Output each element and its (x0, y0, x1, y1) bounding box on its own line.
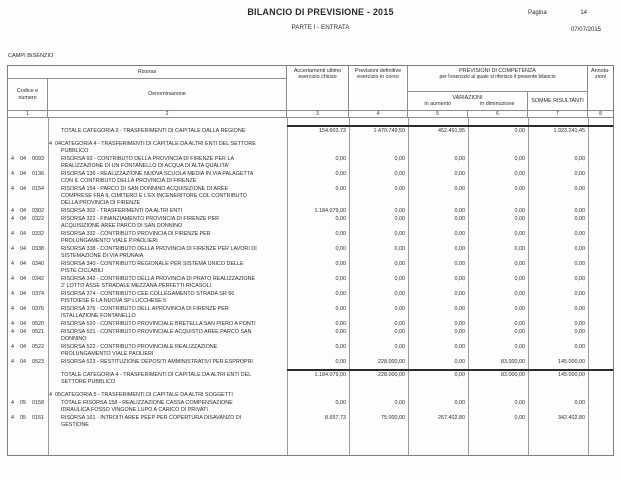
row-value (287, 141, 349, 155)
row-annotation (588, 246, 613, 260)
table-row (8, 171, 613, 185)
column-number: 3 (287, 111, 349, 117)
row-code (8, 216, 48, 230)
row-annotation (588, 306, 613, 320)
row-value: 0,00 (394, 156, 405, 162)
row-value: 0,00 (394, 344, 405, 350)
row-value: 0,00 (335, 186, 346, 192)
row-value: 0,00 (335, 276, 346, 282)
row-annotation (588, 216, 613, 230)
row-code-part: 4 (11, 329, 14, 335)
row-code (8, 306, 48, 320)
row-value (408, 392, 468, 399)
row-denomination-text: RISORSA 376 - CONTRIBUTO DELL APROVINCIA DI FIRENZE PER ISTALLAZIONE FONTANELLO (61, 306, 229, 319)
page-number-label: Pagina (528, 10, 547, 16)
row-value: 0,00 (574, 400, 585, 406)
row-value: 0,00 (335, 359, 346, 365)
row-value: 0,00 (394, 321, 405, 327)
row-annotation (588, 392, 613, 399)
row-value: 0,00 (454, 246, 465, 252)
row-value: 0,00 (394, 329, 405, 335)
row-code-part: 4 (11, 344, 14, 350)
row-code (8, 400, 48, 414)
row-code-part: 0523 (32, 359, 44, 365)
row-code-part: 04 (20, 171, 26, 177)
row-value: 0,00 (335, 400, 346, 406)
row-annotation (588, 128, 613, 135)
row-value: 145.000,00 (558, 359, 585, 365)
row-code-part: 4 (11, 216, 14, 222)
row-value: 0,00 (454, 344, 465, 350)
row-code-part: 0154 (32, 186, 44, 192)
table-row (8, 415, 613, 429)
row-code (8, 128, 48, 135)
row-code-part: 4 (11, 261, 14, 267)
row-code (8, 372, 48, 386)
table-body (8, 118, 613, 455)
row-value: 0,00 (514, 128, 525, 134)
row-code (8, 291, 48, 305)
row-annotation (588, 186, 613, 207)
row-code-part: 0338 (32, 246, 44, 252)
variazioni-in-diminuzione: in diminuzione (480, 101, 515, 107)
row-code-part: 0161 (32, 415, 44, 421)
row-code-part: 4 (11, 171, 14, 177)
row-code (8, 171, 48, 185)
row-value (528, 141, 588, 155)
row-value: 342.402,80 (558, 415, 585, 421)
row-value: 0,00 (454, 291, 465, 297)
row-annotation (588, 329, 613, 343)
row-code-part: 4 (11, 400, 14, 406)
row-value: 0,00 (574, 329, 585, 335)
column-header-somme: SOMME RISULTANTI (528, 92, 588, 110)
row-value: 0,00 (335, 231, 346, 237)
row-denomination-text: CATEGORIA 5 - TRASFERIMENTI DI CAPITALE DA ALTRI SOGGETTI (61, 392, 233, 398)
row-value: 0,00 (514, 231, 525, 237)
row-value: 0,00 (394, 306, 405, 312)
row-denomination (48, 306, 287, 320)
row-value: 0,00 (454, 186, 465, 192)
row-code (8, 208, 48, 215)
row-value: 0,00 (394, 208, 405, 214)
row-value: 0,00 (574, 216, 585, 222)
variazioni-title: VARIAZIONI (452, 94, 483, 101)
row-value: 0,00 (394, 216, 405, 222)
entity-name: CAMPI BISENZIO (8, 53, 54, 59)
row-value: 0,00 (394, 276, 405, 282)
column-header-codice: Codice e numero (8, 79, 48, 110)
table-row (8, 231, 613, 245)
row-denomination (48, 392, 287, 399)
table-row (8, 216, 613, 230)
row-value: 1.184.079,00 (314, 208, 346, 214)
row-value: 0,00 (574, 344, 585, 350)
column-number: 6 (468, 111, 528, 117)
row-annotation (588, 261, 613, 275)
row-denomination (48, 329, 287, 343)
row-code (8, 276, 48, 290)
row-code-part: 04 (20, 231, 26, 237)
table-row (8, 291, 613, 305)
column-number: 8 (599, 111, 602, 117)
row-code (8, 261, 48, 275)
row-value: 0,00 (335, 156, 346, 162)
column-number: 2 (48, 111, 287, 117)
row-code (8, 359, 48, 366)
row-annotation (588, 415, 613, 429)
row-code-part: 4 (11, 415, 14, 421)
row-value: 1.184.079,00 (314, 372, 346, 378)
table-row (8, 321, 613, 328)
row-code-part: 04 (20, 186, 26, 192)
column-number-row (8, 110, 613, 118)
row-value (468, 141, 528, 155)
row-denomination (48, 216, 287, 230)
row-code-part: 4 (11, 208, 14, 214)
table-row (8, 141, 613, 155)
row-value: 0,00 (574, 276, 585, 282)
row-value: 0,00 (454, 171, 465, 177)
row-value: 0,00 (514, 216, 525, 222)
table-row (8, 392, 613, 399)
row-denomination (48, 400, 287, 414)
row-denomination-text: CATEGORIA 4 - TRASFERIMENTI DI CAPITALE DA ALTRI ENTI DEL SETTORE PUBBLICO (61, 141, 256, 154)
column-header-accertamenti: Accertamenti ultimo esercizio chiuso (287, 66, 349, 110)
column-number: 1 (8, 111, 48, 117)
row-denomination (48, 171, 287, 185)
row-denomination (48, 208, 287, 215)
row-value: 0,00 (394, 261, 405, 267)
row-value: 228.000,00 (378, 359, 405, 365)
row-denomination-text: RISORSA 154 - PARCO DI SAN DONNINO ACQUISIZIONE DI AREE COMPRESE FRA IL CIMITERO E L'EX INCENERITORE COL CONTRIBUTO DELLA PROVINCIA DI FIRENZE (61, 186, 247, 206)
row-denomination (48, 415, 287, 429)
row-value: 0,00 (574, 261, 585, 267)
row-code-part: 04 (20, 359, 26, 365)
row-value (408, 141, 468, 155)
column-header-previsioni: Previsioni definitive esercizio in corso (349, 66, 408, 110)
page-number-row (528, 10, 587, 16)
row-value: 0,00 (454, 156, 465, 162)
table-row (8, 208, 613, 215)
row-value (349, 141, 408, 155)
row-denomination (48, 276, 287, 290)
row-value: 0,00 (574, 171, 585, 177)
row-value: 0,00 (454, 231, 465, 237)
row-code-part: 0374 (32, 291, 44, 297)
row-code-part: 0322 (32, 216, 44, 222)
column-header-risorsa: Risorsa (8, 66, 287, 79)
row-value: 83.000,00 (501, 359, 525, 365)
row-value: 0,00 (574, 321, 585, 327)
row-value: 0,00 (335, 321, 346, 327)
row-annotation (588, 231, 613, 245)
page-title: BILANCIO DI PREVISIONE - 2015 (247, 7, 394, 17)
row-denomination-text: RISORSA 342 - CONTRIBUTO DELLA PROVINCIA DI PRATO REALIZZAZIONE 2' LOTTO ASSE STRADALE MEZZANA PERFETTI RICASOLI (61, 276, 256, 289)
row-denomination-text: RISORSA 522 - CONTRIBUTO PROVINCIALE REALIZZAZIONE PROLUNGAMENTO VIALE PAOLIERI (61, 344, 218, 357)
row-value: 0,00 (514, 306, 525, 312)
row-code-part: 4 (11, 186, 14, 192)
row-value: 8.657,73 (325, 415, 346, 421)
row-value: 0,00 (574, 231, 585, 237)
table-row (8, 359, 613, 366)
row-value: 0,00 (454, 216, 465, 222)
row-denomination (48, 246, 287, 260)
row-value: 0,00 (574, 156, 585, 162)
row-annotation (588, 344, 613, 358)
row-code-part: 4 (11, 276, 14, 282)
row-denomination-text: RISORSA 161 - INTROITI AREE PEEP PER COPERTURA DISAVANZO DI GESTIONE (61, 415, 242, 428)
document-date: 07/07/2015 (570, 27, 601, 33)
row-code-part: 04 (20, 329, 26, 335)
page-number-value: 14 (580, 10, 587, 16)
row-denomination-text: TOTALE CATEGORIA 4 - TRASFERIMENTI DI CAPITALE DA ALTRI ENTI DEL SETTORE PUBBLICO (61, 372, 252, 385)
row-denomination-text: RISORSA 374 - CONTRIBUTO CEE COLLEGAMENTO STRADA SR 66 PISTOIESE E LA NUOVA SP LUCCHESE 5 (61, 291, 235, 304)
row-annotation (588, 276, 613, 290)
row-value: 0,00 (454, 208, 465, 214)
table-row (8, 344, 613, 358)
row-code (8, 141, 48, 155)
row-code-part: 04 (20, 276, 26, 282)
row-value: 0,00 (574, 208, 585, 214)
table-row (8, 246, 613, 260)
row-code-part: 04 (20, 321, 26, 327)
row-annotation (588, 372, 613, 386)
competenza-title: PREVISIONI DI COMPETENZA (459, 68, 536, 74)
row-code-part: 04 (20, 306, 26, 312)
table-row (8, 372, 613, 386)
row-annotation (588, 359, 613, 366)
row-denomination-text: RISORSA 302 - TRASFERIMENTI DA ALTRI ENTI (61, 208, 183, 214)
row-value: 0,00 (514, 156, 525, 162)
totals-rule (287, 369, 613, 371)
row-code-part: 0522 (32, 344, 44, 350)
row-value: 0,00 (514, 344, 525, 350)
row-denomination-text: RISORSA 523 - RESTITUZIONE DEPOSITI AMMINISTRATIVI PER ESPROPRI (61, 359, 253, 365)
row-annotation (588, 156, 613, 170)
row-value: 0,00 (335, 291, 346, 297)
row-code-part: 0342 (32, 276, 44, 282)
row-code-part: 04 (20, 344, 26, 350)
row-denomination (48, 261, 287, 275)
row-code-part: 04 (20, 156, 26, 162)
page-subtitle: PARTE I - ENTRATA (291, 24, 350, 31)
row-code-part: 0158 (32, 400, 44, 406)
row-value: 0,00 (394, 186, 405, 192)
row-value: 0,00 (514, 329, 525, 335)
row-denomination (48, 231, 287, 245)
row-code-part: 4 (11, 306, 14, 312)
row-annotation (588, 400, 613, 414)
row-value: 0,00 (574, 306, 585, 312)
row-value: 0,00 (454, 306, 465, 312)
row-value: 0,00 (454, 372, 465, 378)
row-denomination-text: RISORSA 322 - FINANZIAMENTO PROVINCIA DI FIRENZE PER ACQUISIZIONE AREE PARCO DI SAN DONNINO (61, 216, 220, 229)
row-code-part: 0332 (32, 231, 44, 237)
column-header-variazioni (408, 92, 528, 110)
row-value: 0,00 (335, 306, 346, 312)
category-code: 4 04 (49, 141, 61, 147)
row-denomination-text: TOTALE RISORSA 158 - REALIZZAZIONE CASSA COMPENSAZIONE IDRAULICA FOSSO VINGONE LUPO A CARICO DI PRIVATI (61, 400, 233, 413)
row-code-part: 4 (11, 359, 14, 365)
row-value: 0,00 (574, 186, 585, 192)
row-code-part: 0093 (32, 156, 44, 162)
table-row (8, 276, 613, 290)
row-code (8, 415, 48, 429)
row-value: 452.491,95 (438, 128, 465, 134)
row-value: 0,00 (394, 400, 405, 406)
row-code-part: 4 (11, 246, 14, 252)
row-value: 0,00 (514, 400, 525, 406)
row-value: 0,00 (335, 344, 346, 350)
row-code-part: 0521 (32, 329, 44, 335)
row-denomination-text: TOTALE CATEGORIA 3 - TRASFERIMENTI DI CAPITALE DALLA REGIONE (61, 128, 246, 134)
row-value: 0,00 (454, 321, 465, 327)
column-number: 7 (528, 111, 588, 117)
row-value (528, 392, 588, 399)
row-code-part: 4 (11, 231, 14, 237)
row-code (8, 156, 48, 170)
row-value: 228.000,00 (378, 372, 405, 378)
row-value: 0,00 (394, 231, 405, 237)
row-annotation (588, 208, 613, 215)
row-denomination (48, 128, 287, 135)
row-denomination (48, 291, 287, 305)
row-value: 83.000,00 (501, 372, 525, 378)
row-value: 0,00 (394, 291, 405, 297)
row-value: 0,00 (394, 246, 405, 252)
row-code-part: 0302 (32, 208, 44, 214)
column-header-competenza (408, 66, 588, 92)
row-denomination-text: RISORSA 340 - CONTRIBUTO REGIONALE PER SISTEMA UNICO DELLE PISTE CICLABILI (61, 261, 244, 274)
row-value: 0,00 (514, 186, 525, 192)
competenza-subtitle: per l'esercizio al quale si riferisce il presente bilancio (439, 74, 556, 81)
row-value: 0,00 (574, 291, 585, 297)
row-denomination (48, 156, 287, 170)
budget-table (7, 65, 614, 456)
row-denomination-text: RISORSA 93 - CONTRIBUTO DELLA PROVINCIA DI FIRENZE PER LA REALIZZAZIONE DI UN FONTANELLO DI ACQUA DI ALTA QUALITA' (61, 156, 234, 169)
row-code (8, 186, 48, 207)
row-value (349, 392, 408, 399)
table-row (8, 156, 613, 170)
variazioni-in-aumento: in aumento (424, 101, 452, 107)
row-code-part: 04 (20, 208, 26, 214)
row-value: 0,00 (514, 291, 525, 297)
row-value: 0,00 (335, 216, 346, 222)
row-denomination-text: RISORSA 332 - CONTRIBUTO PROVINCIA DI FIRENZE PER PROLUNGAMENTO VIALE P.PAOLIERI (61, 231, 211, 244)
row-value: 0,00 (514, 321, 525, 327)
row-value: 0,00 (454, 276, 465, 282)
row-code (8, 231, 48, 245)
row-denomination (48, 321, 287, 328)
row-denomination (48, 141, 287, 155)
row-annotation (588, 171, 613, 185)
table-row (8, 186, 613, 207)
column-number: 4 (349, 111, 408, 117)
row-value: 0,00 (335, 171, 346, 177)
row-value: 0,00 (335, 329, 346, 335)
category-code: 4 05 (49, 392, 61, 398)
row-value: 1.470.749,50 (373, 128, 405, 134)
row-value: 0,00 (514, 246, 525, 252)
row-code-part: 0376 (32, 306, 44, 312)
row-code-part: 04 (20, 291, 26, 297)
row-value: 0,00 (454, 329, 465, 335)
row-value: 0,00 (514, 171, 525, 177)
row-code-part: 4 (11, 291, 14, 297)
row-value: 1.923.241,45 (553, 128, 585, 134)
row-code-part: 4 (11, 156, 14, 162)
row-annotation (588, 141, 613, 155)
row-code-part: 0520 (32, 321, 44, 327)
table-row (8, 329, 613, 343)
row-annotation (588, 321, 613, 328)
table-row (8, 400, 613, 414)
row-value: 0,00 (454, 400, 465, 406)
table-row (8, 261, 613, 275)
row-denomination-text: RISORSA 338 - CONTRIBUTO DELLA PROVINCIA DI FIRENZE PER LAVORI DI SISTEMAZIONE DI VIA PRUNAIA (61, 246, 257, 259)
table-row (8, 128, 613, 135)
row-value: 154.603,73 (319, 128, 346, 134)
row-value: 0,00 (514, 261, 525, 267)
row-code-part: 04 (20, 246, 26, 252)
row-value: 0,00 (454, 261, 465, 267)
row-code-part: 0136 (32, 171, 44, 177)
row-value: 0,00 (514, 276, 525, 282)
row-annotation (588, 291, 613, 305)
row-value: 0,00 (394, 171, 405, 177)
table-row (8, 306, 613, 320)
row-value (468, 392, 528, 399)
row-denomination-text: RISORSA 521 - CONTRIBUTO PROVINCIALE ACQUISTO AREE PARCO SAN DONNINO (61, 329, 252, 342)
row-denomination (48, 186, 287, 207)
row-code (8, 392, 48, 399)
row-value: 0,00 (514, 208, 525, 214)
row-denomination-text: RISORSA 136 - REALIZZAZIONE NUOVA SCUOLA MEDIA IN VIA PALAGETTA CON IL CONTRIBUTO DELLA PROVINCIA DI FIRENZE (61, 171, 254, 184)
row-code-part: 04 (20, 216, 26, 222)
row-code (8, 321, 48, 328)
row-value: 145.000,00 (558, 372, 585, 378)
row-value (287, 392, 349, 399)
row-code (8, 344, 48, 358)
row-value: 0,00 (514, 415, 525, 421)
row-value: 0,00 (574, 246, 585, 252)
row-code (8, 329, 48, 343)
column-header-annotazioni: Annota-zioni (591, 68, 610, 81)
row-code-part: 0340 (32, 261, 44, 267)
column-number: 5 (408, 111, 468, 117)
row-denomination-text: RISORSA 520 - CONTRIBUTO PROVINCIALE BRETELLA SAN PIERO A PONTI (61, 321, 256, 327)
row-value: 0,00 (335, 261, 346, 267)
row-value: 267.402,80 (438, 415, 465, 421)
row-value: 0,00 (335, 246, 346, 252)
row-code (8, 246, 48, 260)
row-code-part: 05 (20, 400, 26, 406)
row-denomination (48, 344, 287, 358)
totals-rule (287, 125, 613, 127)
row-code-part: 05 (20, 415, 26, 421)
row-code-part: 4 (11, 321, 14, 327)
row-denomination (48, 359, 287, 366)
row-value: 75.000,00 (381, 415, 405, 421)
column-header-denominazione: Denominazione (48, 79, 287, 110)
row-code-part: 04 (20, 261, 26, 267)
row-value: 0,00 (454, 359, 465, 365)
row-denomination (48, 372, 287, 386)
